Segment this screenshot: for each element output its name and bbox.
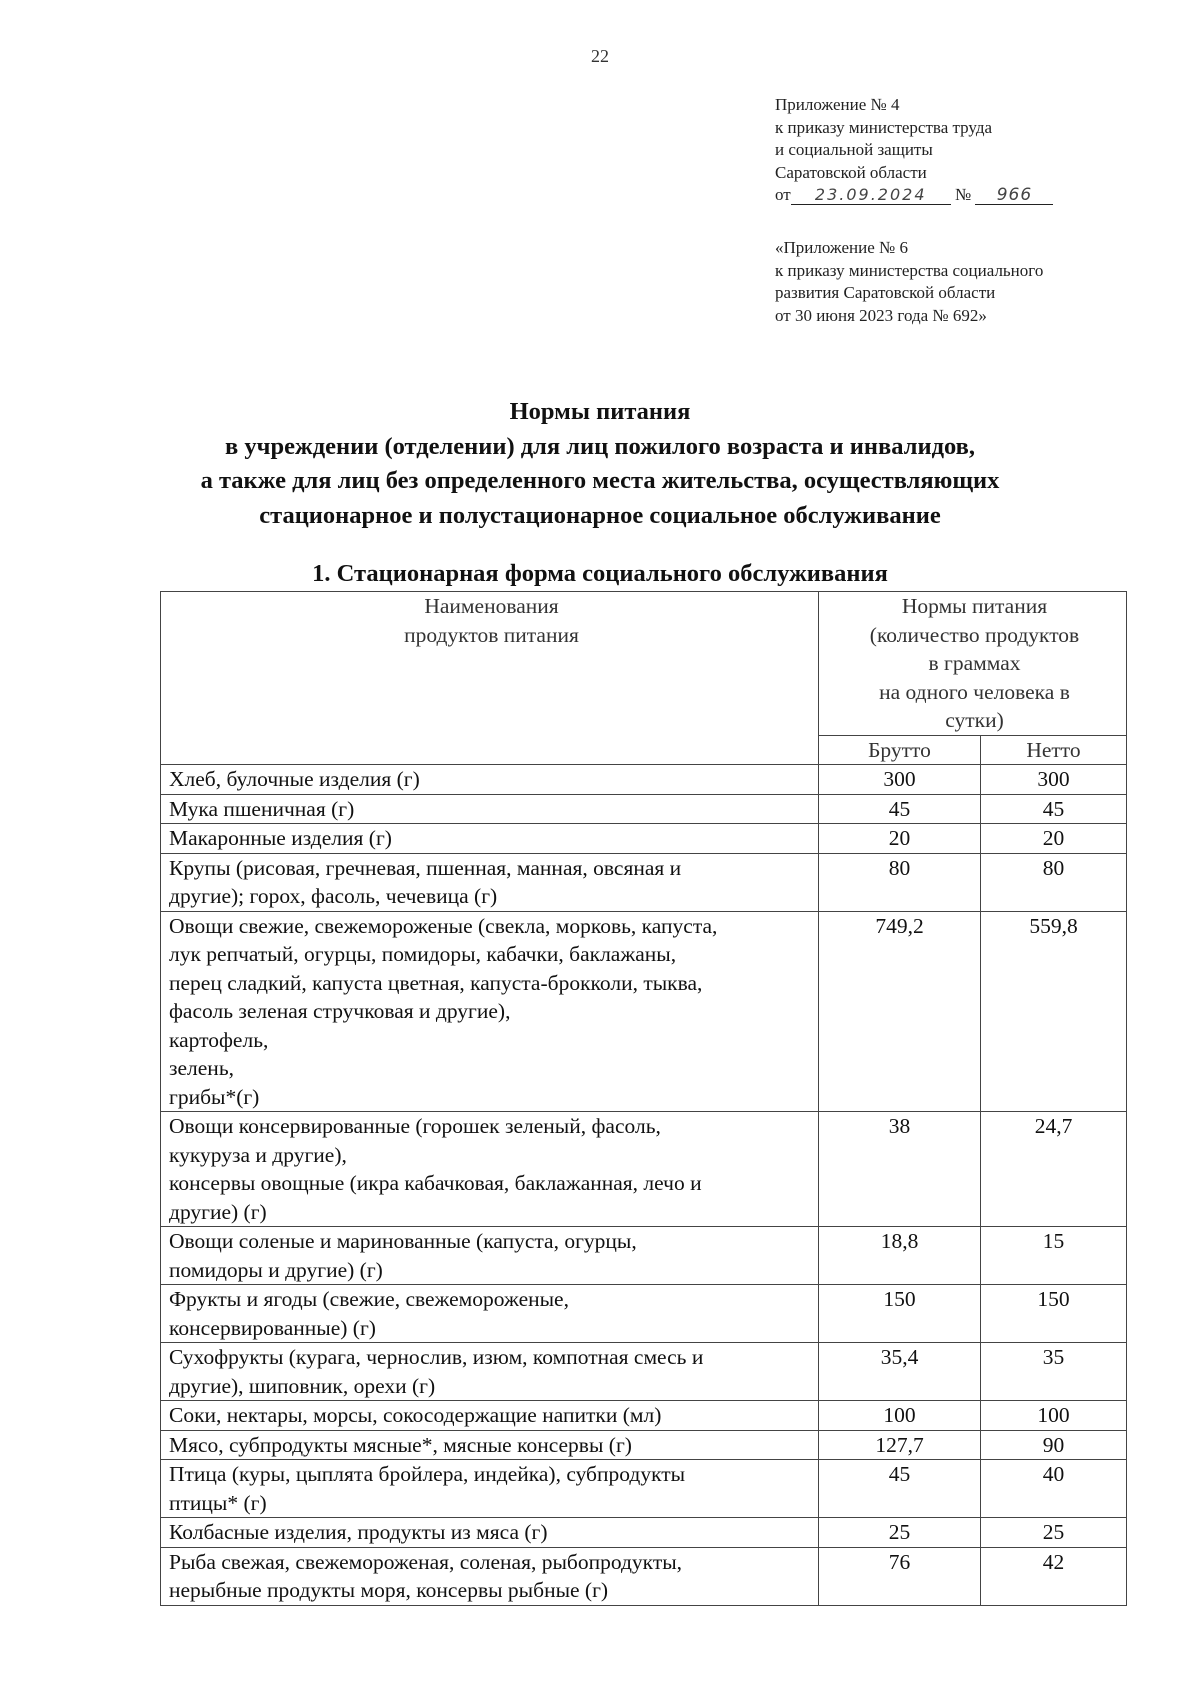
product-name-cell	[161, 824, 819, 854]
title-line: а также для лиц без определенного места жительства, осуществляющих	[200, 467, 1000, 494]
gross-value-cell: 18,8	[819, 1227, 981, 1285]
text-line: (количество продуктов	[869, 622, 1080, 647]
text-line: Макаронные изделия (г)	[169, 826, 392, 850]
product-name-cell	[161, 911, 819, 1112]
text-line: нерыбные продукты моря, консервы рыбные (г)	[169, 1578, 609, 1602]
order-date-number-line	[775, 184, 1053, 207]
product-name-cell	[161, 765, 819, 795]
net-header: Нетто	[981, 735, 1127, 765]
table-row	[161, 1401, 1127, 1431]
net-value-cell: 25	[981, 1518, 1127, 1548]
text-line: помидоры и другие) (г)	[169, 1257, 383, 1282]
norms-header	[819, 592, 1127, 736]
text-line: кукуруза и другие),	[169, 1142, 347, 1167]
gross-value-cell: 35,4	[819, 1343, 981, 1401]
text-line: лук репчатый, огурцы, помидоры, кабачки, баклажаны,	[169, 942, 677, 966]
product-name-cell	[161, 1518, 819, 1548]
text-line: птицы* (г)	[169, 1490, 267, 1515]
net-value-cell: 100	[981, 1401, 1127, 1431]
table-row	[161, 794, 1127, 824]
text-line: Мука пшеничная (г)	[169, 796, 355, 821]
text-line: сутки)	[945, 708, 1004, 732]
from-label: от	[775, 185, 791, 204]
appendix-line: к приказу министерства труда	[775, 117, 993, 137]
appendix-line: Саратовской области	[775, 162, 927, 182]
gross-header: Брутто	[819, 735, 981, 765]
product-name-cell	[161, 794, 819, 824]
gross-value-cell: 76	[819, 1547, 981, 1605]
net-value-cell: 20	[981, 824, 1127, 854]
text-line: Птица (куры, цыплята бройлера, индейка), субпродукты	[169, 1462, 686, 1486]
gross-value-cell: 38	[819, 1112, 981, 1227]
text-line: консервы овощные (икра кабачковая, баклажанная, лечо и	[169, 1171, 702, 1195]
text-line: фасоль зеленая стручковая и другие),	[169, 999, 511, 1023]
text-line: зелень,	[169, 1056, 234, 1080]
table-body	[161, 765, 1127, 1606]
product-name-cell	[161, 1430, 819, 1460]
product-name-cell	[161, 1401, 819, 1431]
text-line: Колбасные изделия, продукты из мяса (г)	[169, 1520, 548, 1544]
product-name-cell	[161, 1343, 819, 1401]
appendix-line: развития Саратовской области	[775, 283, 996, 302]
product-name-cell	[161, 1112, 819, 1227]
gross-value-cell: 20	[819, 824, 981, 854]
table-row	[161, 1518, 1127, 1548]
text-line: другие); горох, фасоль, чечевица (г)	[169, 884, 498, 908]
text-line: Крупы (рисовая, гречневая, пшенная, манная, овсяная и	[169, 855, 682, 880]
product-name-cell	[161, 1227, 819, 1285]
gross-value-cell: 45	[819, 794, 981, 824]
table-row	[161, 1430, 1127, 1460]
gross-value-cell: 300	[819, 765, 981, 795]
gross-value-cell: 45	[819, 1460, 981, 1518]
net-value-cell: 35	[981, 1343, 1127, 1401]
net-value-cell: 45	[981, 794, 1127, 824]
number-label: №	[954, 185, 972, 204]
net-value-cell: 90	[981, 1430, 1127, 1460]
table-row	[161, 1285, 1127, 1343]
appendix-line: «Приложение № 6	[775, 238, 908, 257]
table-row	[161, 765, 1127, 795]
appendix-line: от 30 июня 2023 года № 692»	[775, 305, 987, 325]
net-value-cell: 24,7	[981, 1112, 1127, 1227]
text-line: Фрукты и ягоды (свежие, свежемороженые,	[169, 1287, 569, 1311]
text-line: Мясо, субпродукты мясные*, мясные консервы (г)	[169, 1432, 632, 1457]
net-value-cell: 300	[981, 765, 1127, 795]
title-line: в учреждении (отделении) для лиц пожилого возраста и инвалидов,	[225, 432, 975, 460]
page-number: 22	[591, 46, 609, 66]
text-line: Рыба свежая, свежемороженая, соленая, рыбопродукты,	[169, 1549, 683, 1574]
appendix-line: к приказу министерства социального	[775, 260, 1044, 280]
appendix-line: Приложение № 4	[775, 95, 900, 114]
table-header-row	[161, 592, 1127, 736]
text-line: картофель,	[169, 1027, 269, 1052]
net-value-cell: 40	[981, 1460, 1127, 1518]
net-value-cell: 42	[981, 1547, 1127, 1605]
text-line: Нормы питания	[901, 594, 1048, 618]
text-line: консервированные) (г)	[169, 1315, 376, 1340]
text-line: перец сладкий, капуста цветная, капуста-брокколи, тыква,	[169, 970, 703, 995]
title-line: стационарное и полустационарное социальное обслуживание	[259, 501, 941, 529]
title-line: Нормы питания	[509, 398, 691, 425]
document-title	[150, 395, 1050, 533]
appendix-line: и социальной защиты	[775, 140, 933, 159]
appendix-previous-reference	[775, 237, 1043, 327]
table-row	[161, 1547, 1127, 1605]
handwritten-order-number: 966	[975, 186, 1053, 205]
product-name-cell	[161, 1460, 819, 1518]
table-row	[161, 853, 1127, 911]
product-name-header	[161, 592, 819, 765]
text-line: другие) (г)	[169, 1199, 267, 1224]
table-row	[161, 1343, 1127, 1401]
product-name-cell	[161, 853, 819, 911]
gross-value-cell: 25	[819, 1518, 981, 1548]
text-line: Хлеб, булочные изделия (г)	[169, 767, 420, 791]
nutrition-norms-table	[160, 591, 1127, 1606]
product-name-cell	[161, 1285, 819, 1343]
net-value-cell: 150	[981, 1285, 1127, 1343]
text-line: Овощи консервированные (горошек зеленый, фасоль,	[169, 1114, 661, 1138]
table-row	[161, 824, 1127, 854]
text-line: другие), шиповник, орехи (г)	[169, 1373, 436, 1398]
appendix-current-reference	[775, 94, 1053, 207]
gross-value-cell: 150	[819, 1285, 981, 1343]
text-line: Наименования	[424, 594, 559, 618]
net-value-cell: 15	[981, 1227, 1127, 1285]
gross-value-cell: 127,7	[819, 1430, 981, 1460]
product-name-cell	[161, 1547, 819, 1605]
text-line: Соки, нектары, морсы, сокосодержащие напитки (мл)	[169, 1403, 662, 1427]
text-line: Сухофрукты (курага, чернослив, изюм, компотная смесь и	[169, 1345, 704, 1369]
table-row	[161, 1112, 1127, 1227]
text-line: Овощи соленые и маринованные (капуста, огурцы,	[169, 1229, 637, 1253]
table-row	[161, 1227, 1127, 1285]
net-value-cell: 80	[981, 853, 1127, 911]
net-value-cell: 559,8	[981, 911, 1127, 1112]
section-heading: 1. Стационарная форма социального обслуживания	[312, 560, 888, 587]
text-line: Овощи свежие, свежемороженые (свекла, морковь, капуста,	[169, 913, 718, 938]
gross-value-cell: 749,2	[819, 911, 981, 1112]
text-line: в граммах	[928, 651, 1021, 675]
gross-value-cell: 100	[819, 1401, 981, 1431]
text-line: на одного человека в	[879, 679, 1070, 704]
handwritten-order-date: 23.09.2024	[791, 186, 951, 205]
table-row	[161, 911, 1127, 1112]
table-row	[161, 1460, 1127, 1518]
gross-value-cell: 80	[819, 853, 981, 911]
text-line: продуктов питания	[404, 622, 579, 647]
text-line: грибы*(г)	[169, 1084, 260, 1109]
